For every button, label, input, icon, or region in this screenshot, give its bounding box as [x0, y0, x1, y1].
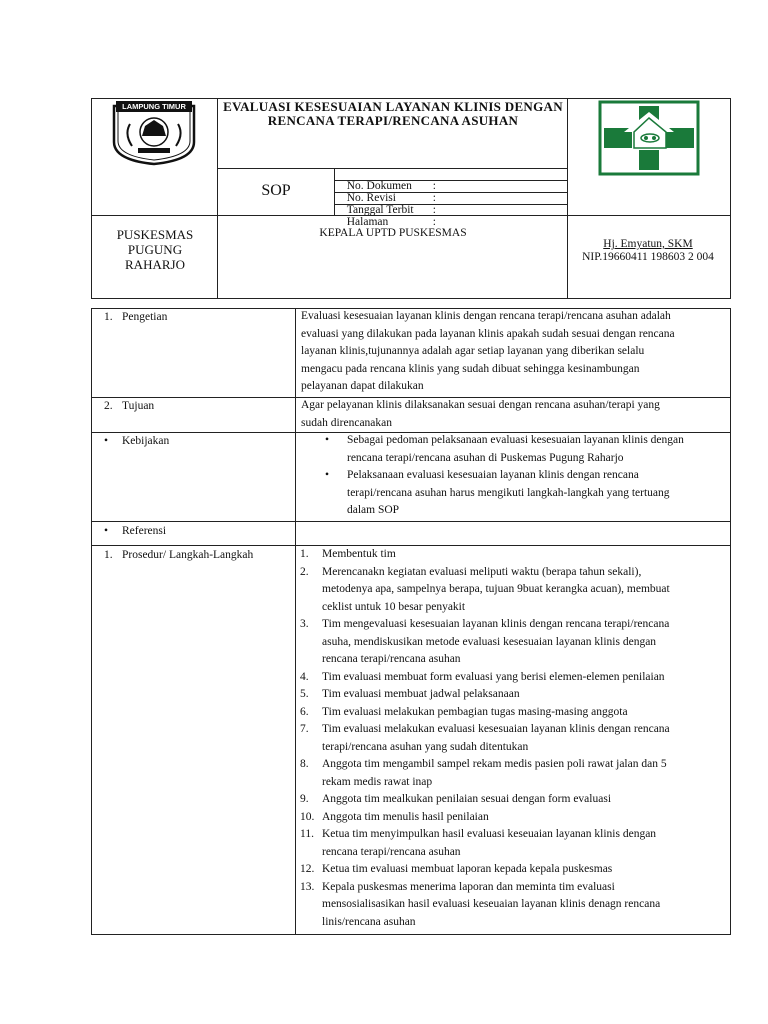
text-line: evaluasi yang dilakukan pada layanan klinis apakah sudah sesuai dengan rencana — [301, 327, 675, 340]
document-title: EVALUASI KESESUAIAN LAYANAN KLINIS DENGAN RENCANA TERAPI/RENCANA ASUHAN — [223, 99, 563, 128]
step-text-line: rencana terapi/rencana asuhan — [322, 653, 461, 665]
text-line: Evaluasi kesesuaian layanan klinis dengan rencana terapi/rencana asuhan adalah — [301, 310, 671, 322]
row-label-pengertian — [104, 308, 167, 326]
org-name — [92, 227, 218, 272]
row-label-text: Pengetian — [122, 311, 168, 323]
doc-field-value: : — [432, 192, 436, 204]
bullet-icon: • — [104, 525, 109, 537]
header-border-bottom — [91, 298, 731, 299]
row-content-pengertian — [301, 308, 729, 396]
step-text-line: Anggota tim mealkukan penilaian sesuai dengan form evaluasi — [322, 793, 612, 805]
step-text-line: Ketua tim menyimpulkan hasil evaluasi keseuaian layanan klinis dengan — [322, 828, 657, 840]
row-label-referensi — [104, 522, 166, 540]
head-title: KEPALA UPTD PUSKESMAS — [319, 227, 467, 239]
header-divider-v2 — [567, 98, 568, 299]
signer-nip: NIP.19660411 198603 2 004 — [582, 251, 714, 263]
step-text-line: terapi/rencana asuhan yang sudah ditentukan — [322, 740, 529, 753]
row-content-tujuan — [301, 397, 729, 432]
procedure-step — [300, 879, 728, 932]
step-text-line: Anggota tim mengambil sampel rekam medis pasien poli rawat jalan dan 5 — [322, 758, 667, 770]
signer-name: Hj. Emyatun, SKM — [603, 238, 693, 250]
step-number: 8. — [300, 758, 309, 770]
row-label-text: Kebijakan — [122, 435, 170, 447]
procedure-step — [300, 809, 728, 827]
lampung-timur-logo — [110, 100, 198, 166]
text-line: Pelaksanaan evaluasi kesesuaian layanan klinis dengan rencana — [347, 469, 639, 481]
step-text-line: Membentuk tim — [322, 548, 396, 560]
procedure-step — [300, 861, 728, 879]
bullet-icon: • — [325, 434, 330, 446]
step-text-line: Merencanakn kegiatan evaluasi meliputi waktu (berapa tahun sekali), — [322, 565, 642, 578]
text-line: Sebagai pedoman pelaksanaan evaluasi kesesuaian layanan klinis dengan — [347, 434, 684, 446]
row-number: 1. — [104, 549, 113, 561]
step-text-line: Ketua tim evaluasi membuat laporan kepada kepala puskesmas — [322, 863, 613, 875]
row-number: 2. — [104, 400, 113, 412]
step-number: 11. — [300, 828, 314, 840]
table-col-divider — [295, 308, 296, 935]
step-text-line: Tim evaluasi membuat form evaluasi yang berisi elemen-elemen penilaian — [322, 670, 665, 683]
text-line: pelayanan dapat dilakukan — [301, 380, 424, 392]
org-name-line: RAHARJO — [125, 257, 185, 272]
row-label-kebijakan — [104, 432, 169, 450]
step-text-line: rekam medis rawat inap — [322, 775, 433, 788]
doc-field-value: : — [432, 180, 436, 192]
procedure-step — [300, 791, 728, 809]
bullet-icon: • — [104, 435, 109, 447]
procedure-step — [300, 721, 728, 756]
procedure-step — [300, 756, 728, 791]
bullet-icon: • — [325, 469, 330, 481]
table-border-left — [91, 308, 92, 935]
doc-field-label: Tanggal Terbit — [346, 204, 414, 216]
header-border-right — [730, 98, 731, 299]
text-line: layanan klinis,tujunannya adalah agar setiap layanan yang diberikan selalu — [301, 345, 645, 357]
step-number: 7. — [300, 723, 309, 735]
table-border-bottom — [91, 934, 731, 935]
signature-block — [568, 238, 728, 264]
table-row-line — [91, 521, 731, 522]
doc-field-halaman — [341, 204, 436, 228]
doc-field-label: Halaman — [346, 216, 389, 228]
step-text-line: Kepala puskesmas menerima laporan dan meminta tim evaluasi — [322, 880, 615, 893]
text-line: terapi/rencana asuhan harus mengikuti langkah-langkah yang tertuang — [347, 486, 670, 499]
step-number: 3. — [300, 618, 309, 630]
procedure-step — [300, 704, 728, 722]
step-number: 10. — [300, 810, 315, 823]
procedure-step — [300, 546, 728, 564]
text-line: dalam SOP — [347, 504, 400, 516]
step-text-line: Tim mengevaluasi kesesuaian layanan klinis dengan rencana terapi/rencana — [322, 618, 670, 630]
doc-field-label: No. Revisi — [346, 192, 396, 204]
text-line: sudah direncanakan — [301, 416, 393, 429]
step-number: 2. — [300, 565, 309, 578]
text-line: Agar pelayanan klinis dilaksanakan sesuai dengan rencana asuhan/terapi yang — [301, 399, 660, 411]
step-text-line: Anggota tim menulis hasil penilaian — [322, 810, 489, 823]
row-label-text: Tujuan — [122, 400, 155, 412]
row-label-tujuan — [104, 397, 154, 415]
step-number: 6. — [300, 705, 309, 718]
policy-item — [297, 432, 729, 467]
step-text-line: ceklist untuk 10 besar penyakit — [322, 600, 466, 613]
procedure-step — [300, 669, 728, 687]
step-text-line: Tim evaluasi melakukan pembagian tugas masing-masing anggota — [322, 705, 628, 718]
row-label-prosedur — [104, 546, 253, 564]
text-line: mengacu pada rencana klinis yang sudah dibuat sehingga kesinambungan — [301, 362, 640, 375]
procedure-step — [300, 616, 728, 669]
step-number: 1. — [300, 548, 309, 560]
step-number: 13. — [300, 880, 315, 893]
step-text-line: rencana terapi/rencana asuhan — [322, 845, 461, 858]
step-number: 4. — [300, 670, 309, 683]
row-number: 1. — [104, 311, 113, 323]
org-name-line: PUSKESMAS — [116, 227, 194, 242]
step-text-line: asuha, mendiskusikan metode evaluasi kesesuaian layanan klinis dengan — [322, 635, 657, 648]
row-label-text: Prosedur/ Langkah-Langkah — [122, 549, 254, 561]
doc-field-label: No. Dokumen — [346, 180, 412, 192]
step-text-line: linis/rencana asuhan — [322, 915, 416, 928]
step-number: 9. — [300, 793, 309, 805]
row-content-prosedur — [300, 546, 728, 931]
step-text-line: Tim evaluasi melakukan evaluasi kesesuaian layanan klinis dengan rencana — [322, 723, 670, 735]
logo-banner-text: LAMPUNG TIMUR — [122, 102, 186, 111]
step-text-line: metodenya apa, sampelnya berapa, tujuan 9buat kerangka acuan), membuat — [322, 583, 670, 595]
procedure-step — [300, 686, 728, 704]
table-border-right — [730, 308, 731, 935]
org-name-line: PUGUNG — [127, 242, 183, 257]
step-number: 12. — [300, 863, 315, 875]
step-number: 5. — [300, 688, 309, 700]
procedure-steps — [300, 546, 728, 931]
procedure-step — [300, 826, 728, 861]
procedure-step — [300, 564, 728, 617]
doc-field-value: : — [432, 204, 436, 216]
puskesmas-logo — [594, 98, 704, 178]
policy-item — [297, 467, 729, 520]
step-text-line: mensosialisasikan hasil evaluasi keseuaian layanan klinis denagn rencana — [322, 898, 661, 910]
text-line: rencana terapi/rencana asuhan di Puskemas Pugung Raharjo — [347, 451, 624, 464]
row-content-kebijakan — [297, 432, 729, 520]
row-label-text: Referensi — [122, 525, 167, 537]
doc-field-value: : — [432, 216, 436, 228]
step-text-line: Tim evaluasi membuat jadwal pelaksanaan — [322, 688, 520, 700]
sop-label: SOP — [261, 182, 291, 199]
